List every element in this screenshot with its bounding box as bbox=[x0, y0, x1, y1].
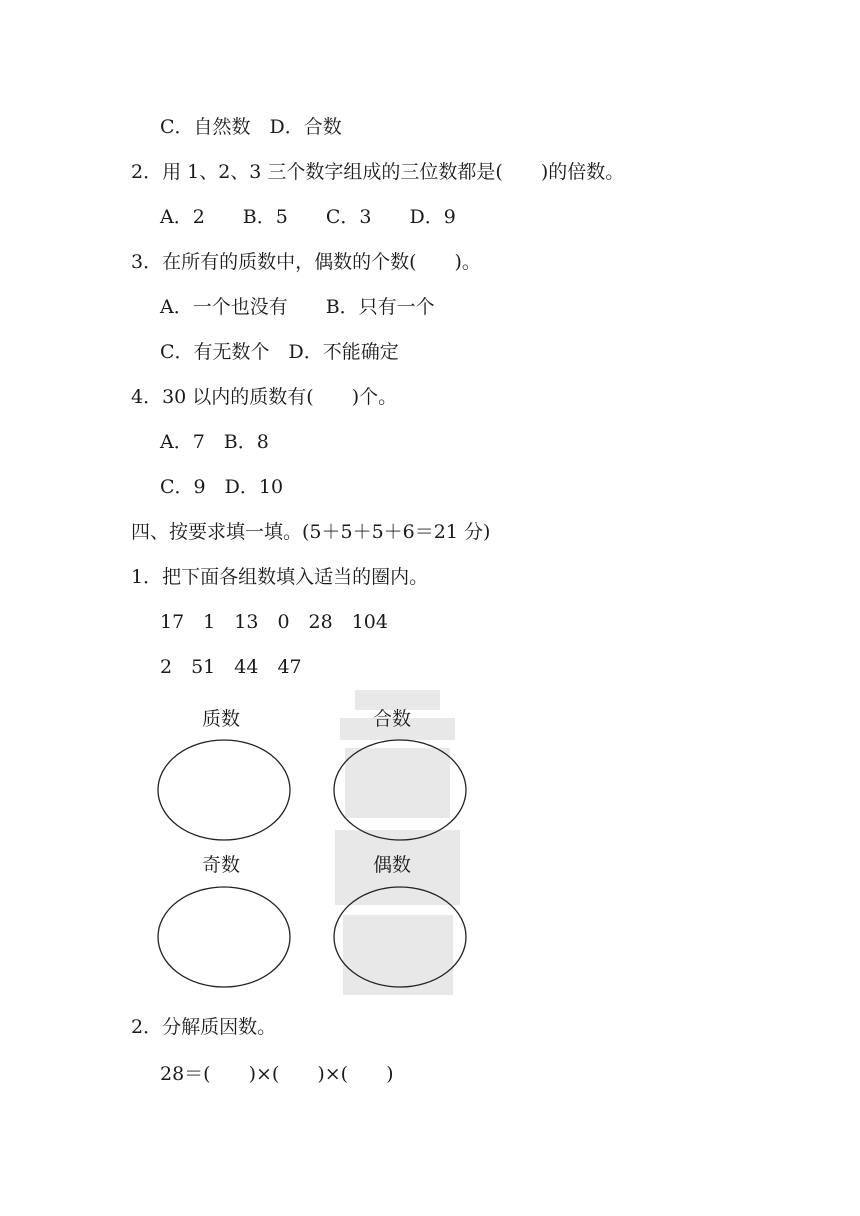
q1-options-cd: C．自然数 D．合数 bbox=[160, 116, 342, 138]
circle-label-composite: 合数 bbox=[373, 708, 412, 730]
q4-stem: 4．30 以内的质数有( )个。 bbox=[131, 386, 398, 408]
q3-stem: 3．在所有的质数中，偶数的个数( )。 bbox=[131, 251, 481, 273]
circle-label-prime: 质数 bbox=[202, 708, 241, 730]
circle-even[interactable] bbox=[334, 887, 466, 987]
circle-odd[interactable] bbox=[158, 887, 290, 987]
numbers-row-2: 2 51 44 47 bbox=[160, 656, 302, 678]
circle-label-odd: 奇数 bbox=[202, 854, 241, 876]
section-4-heading: 四、按要求填一填。(5＋5＋5＋6＝21 分) bbox=[131, 521, 491, 543]
item2-expression: 28＝( )×( )×( ) bbox=[160, 1063, 394, 1085]
q4-options-ab: A．7 B．8 bbox=[160, 431, 269, 453]
item1-stem: 1．把下面各组数填入适当的圈内。 bbox=[131, 566, 429, 588]
q3-options-cd: C．有无数个 D．不能确定 bbox=[160, 341, 399, 363]
q3-options-ab: A．一个也没有 B．只有一个 bbox=[160, 296, 435, 318]
q2-stem: 2．用 1、2、3 三个数字组成的三位数都是( )的倍数。 bbox=[131, 161, 625, 183]
circle-composite[interactable] bbox=[334, 740, 466, 840]
numbers-row-1: 17 1 13 0 28 104 bbox=[160, 611, 388, 633]
q4-options-cd: C．9 D．10 bbox=[160, 476, 284, 498]
circle-label-even: 偶数 bbox=[373, 854, 412, 876]
q2-options: A．2 B．5 C．3 D．9 bbox=[160, 206, 456, 228]
item2-stem: 2．分解质因数。 bbox=[131, 1016, 277, 1038]
circle-prime[interactable] bbox=[158, 740, 290, 840]
